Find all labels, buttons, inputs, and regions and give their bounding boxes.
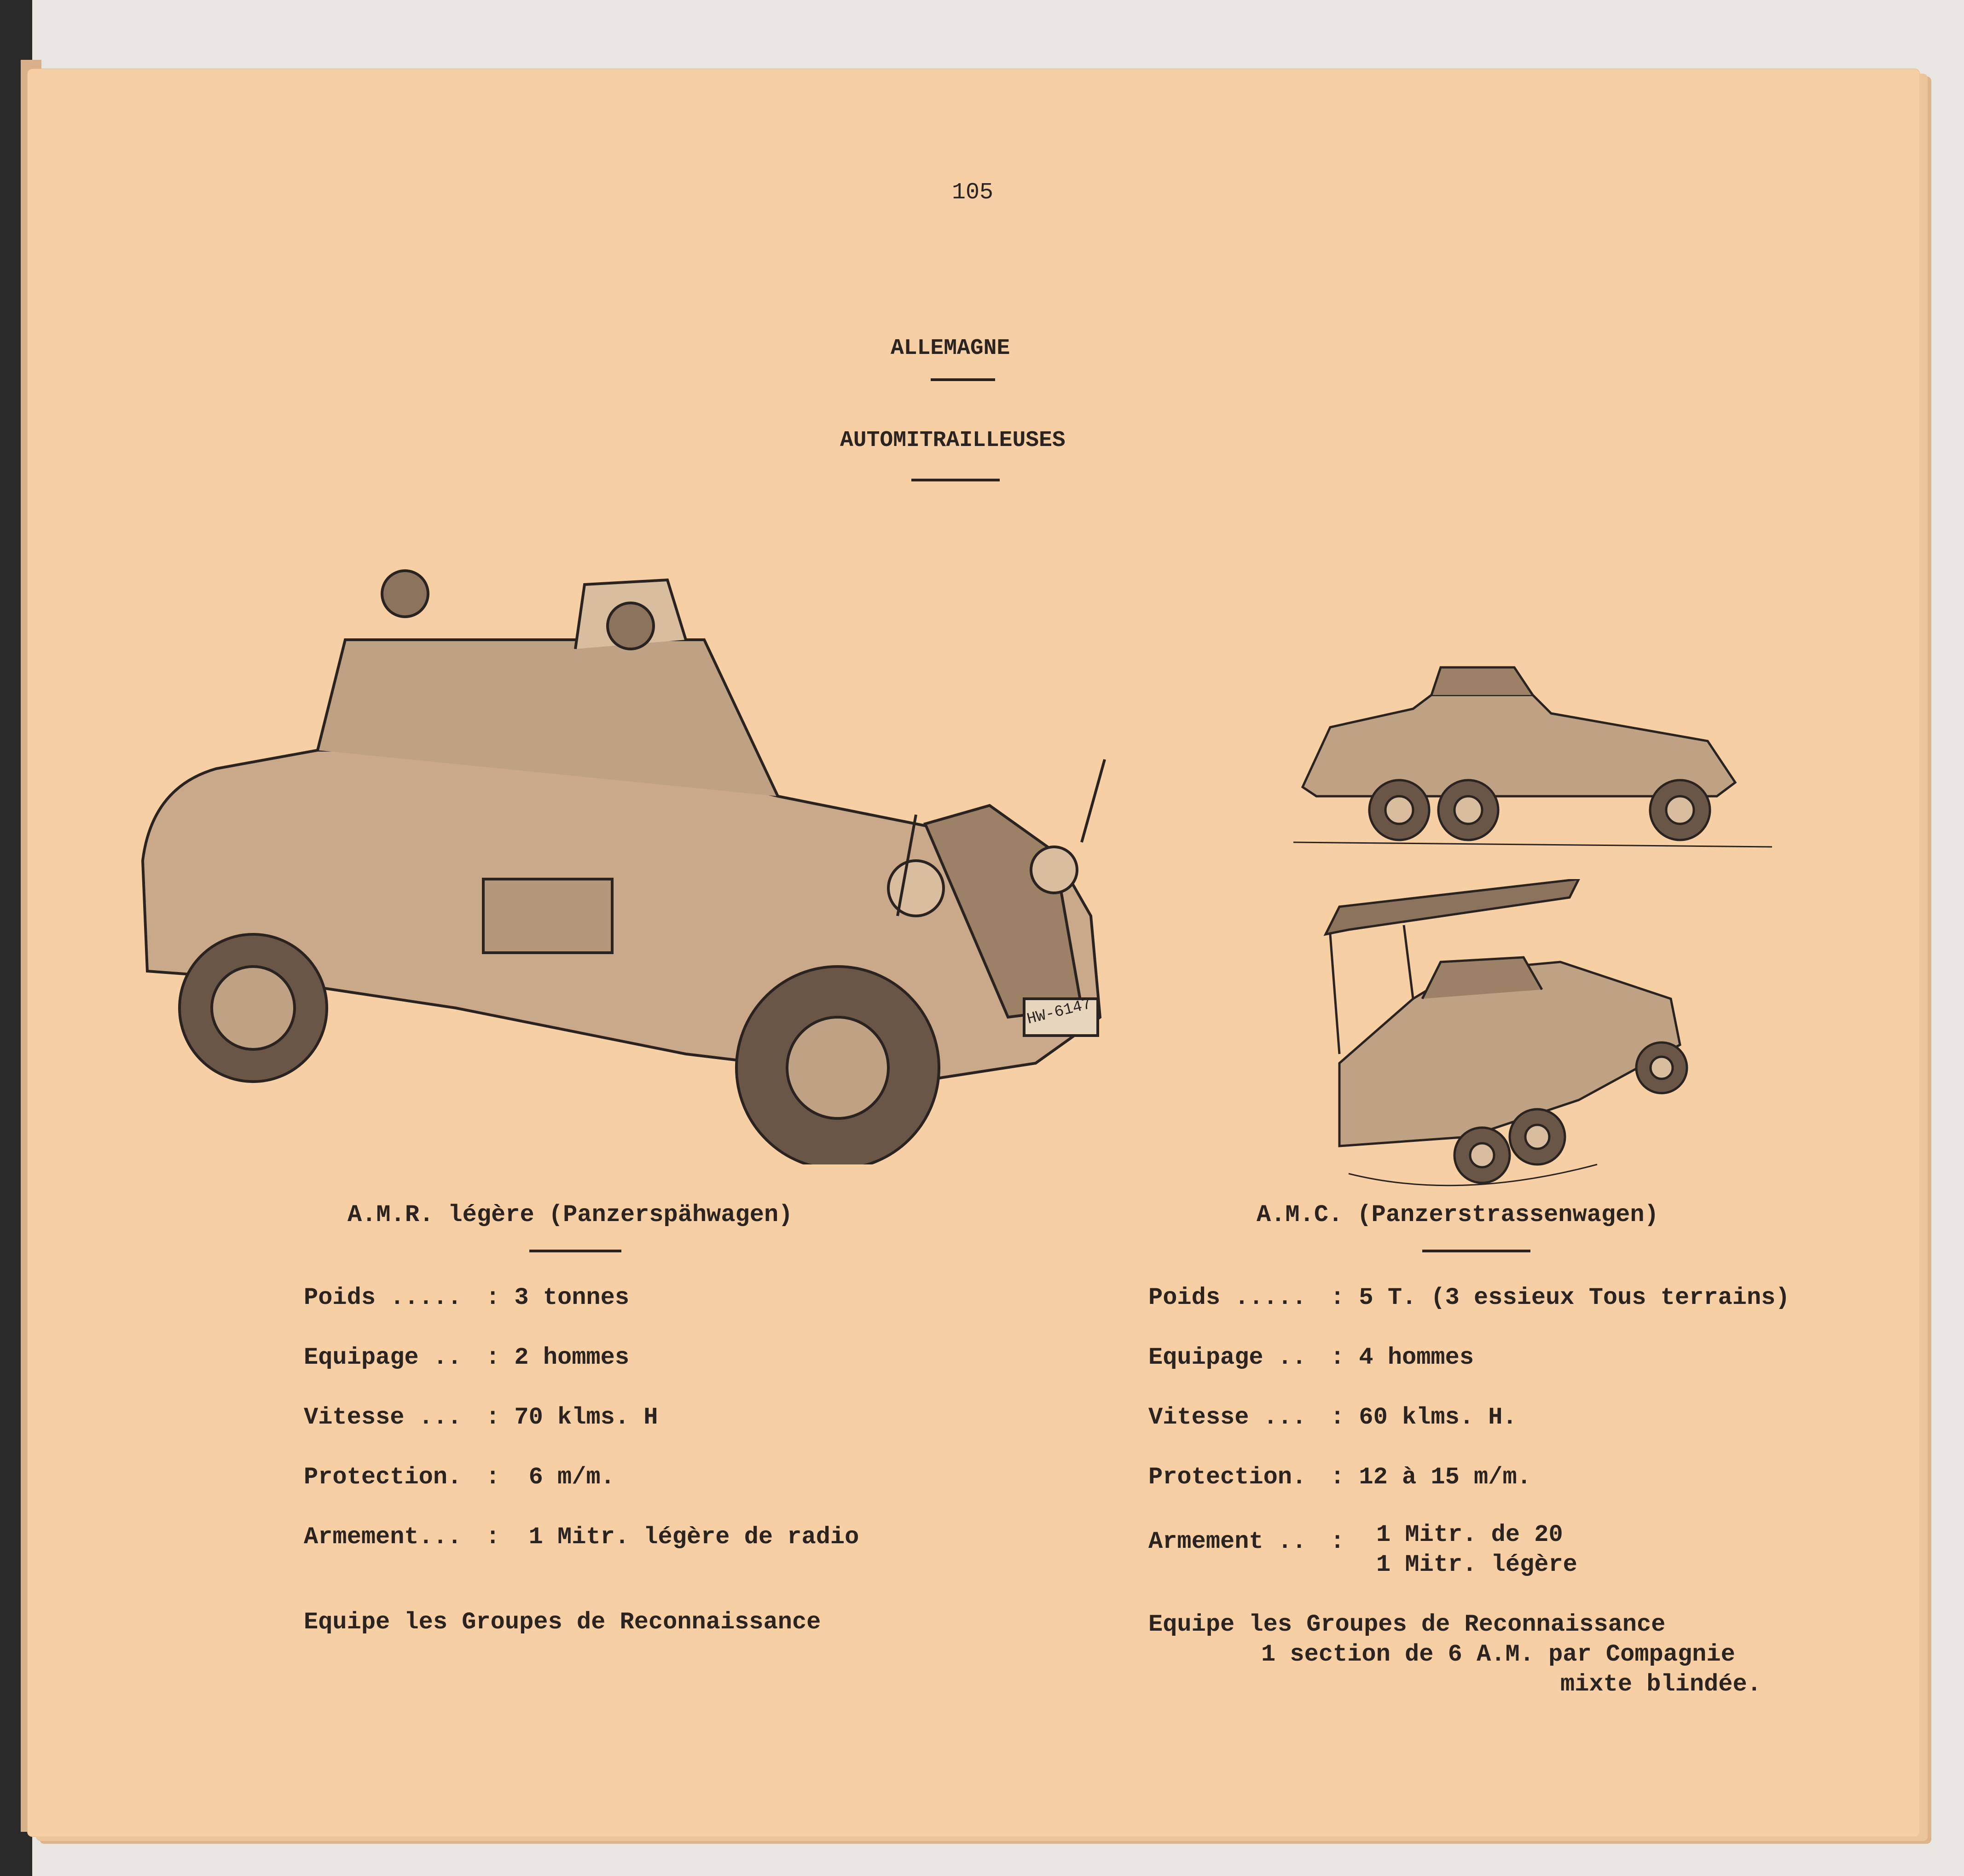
right-spec-value: : 5 T. (3 essieux Tous terrains) (1330, 1284, 1790, 1311)
right-spec-label: Vitesse ... (1148, 1404, 1307, 1431)
right-note-line: Equipe les Groupes de Reconnaissance (1148, 1611, 1666, 1638)
heavy-armored-car-side-illustration (1293, 658, 1781, 861)
left-spec-value: : 2 hommes (486, 1344, 630, 1371)
left-spec-label: Vitesse ... (304, 1404, 462, 1431)
right-note-line: mixte blindée. (1560, 1671, 1761, 1698)
left-note: Equipe les Groupes de Reconnaissance (304, 1609, 821, 1636)
heavy-armored-car-antenna-illustration (1321, 879, 1726, 1220)
left-spec-label: Armement... (304, 1523, 462, 1551)
left-caption: A.M.R. légère (Panzerspähwagen) (348, 1201, 793, 1228)
right-note-line: 1 section de 6 A.M. par Compagnie (1261, 1641, 1735, 1668)
left-caption-underline (529, 1250, 621, 1252)
right-spec-value-line: 1 Mitr. de 20 (1376, 1521, 1563, 1548)
document-page (28, 69, 1919, 1836)
right-spec-value: : 4 hommes (1330, 1344, 1474, 1371)
light-armored-car-illustration (133, 566, 1183, 1164)
right-caption-underline (1422, 1250, 1530, 1252)
left-spec-value: : 3 tonnes (486, 1284, 630, 1311)
page-heading: ALLEMAGNE (891, 336, 1010, 361)
license-plate-text: HW-6147 (1025, 996, 1094, 1029)
right-spec-value: : 12 à 15 m/m. (1330, 1464, 1531, 1491)
right-spec-label: Equipage .. (1148, 1344, 1307, 1371)
right-spec-label: Poids ..... (1148, 1284, 1307, 1311)
subheading-underline (911, 479, 1000, 481)
right-spec-label: Armement .. (1148, 1528, 1307, 1555)
right-spec-label: Protection. (1148, 1464, 1307, 1491)
right-caption: A.M.C. (Panzerstrassenwagen) (1257, 1201, 1659, 1228)
right-spec-value: : (1330, 1528, 1345, 1555)
heading-underline (931, 378, 995, 381)
right-spec-value-line: 1 Mitr. légère (1376, 1551, 1577, 1578)
left-spec-value: : 1 Mitr. légère de radio (486, 1523, 859, 1551)
right-spec-value: : 60 klms. H. (1330, 1404, 1517, 1431)
page-subheading: AUTOMITRAILLEUSES (840, 428, 1066, 453)
left-spec-label: Poids ..... (304, 1284, 462, 1311)
left-spec-value: : 70 klms. H (486, 1404, 658, 1431)
left-spec-label: Equipage .. (304, 1344, 462, 1371)
page-number: 105 (952, 179, 994, 206)
left-spec-value: : 6 m/m. (486, 1464, 615, 1491)
left-spec-label: Protection. (304, 1464, 462, 1491)
